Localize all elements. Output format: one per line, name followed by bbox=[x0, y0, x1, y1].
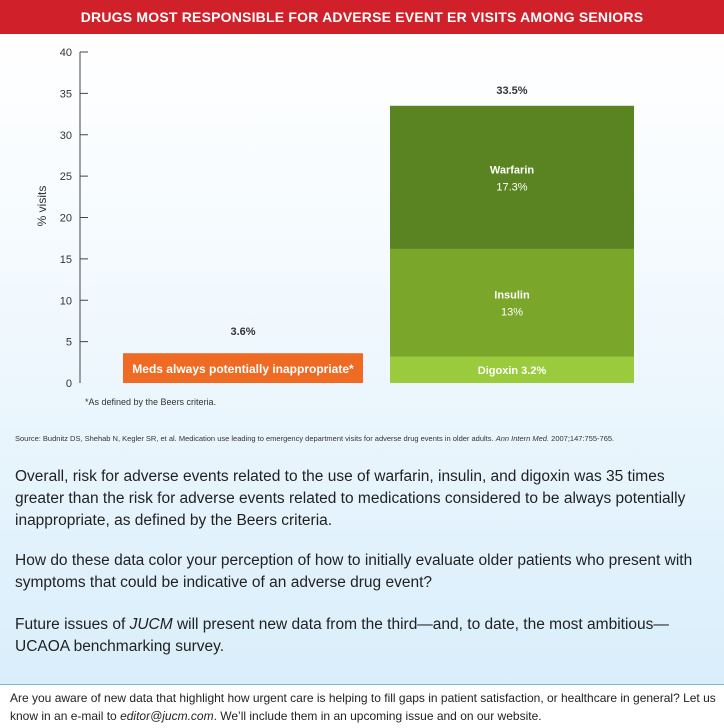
body-paragraph-2: How do these data color your perception of how to initially evaluate older patients who present with symptoms that could be indicative of an adverse drug event? bbox=[15, 552, 693, 591]
y-tick-label-35: 35 bbox=[59, 88, 72, 101]
footer-text bbox=[10, 689, 716, 725]
p3-journal-name: JUCM bbox=[129, 616, 173, 633]
segment-value-1-1: 13% bbox=[500, 306, 524, 319]
body-paragraph-3 bbox=[15, 614, 715, 658]
source-citation bbox=[15, 434, 715, 443]
y-tick-label-0: 0 bbox=[65, 378, 72, 390]
y-tick-label-20: 20 bbox=[59, 212, 72, 225]
source-ref: 2007;147:755-765. bbox=[551, 434, 615, 443]
y-tick-label-5: 5 bbox=[65, 336, 72, 349]
body-paragraph-1: Overall, risk for adverse events related to the use of warfarin, insulin, and digoxin was 35 times greater than the risk for adverse events related to medications considered to be always potentially inappropriate, as defined by the Beers criteria. bbox=[15, 468, 686, 529]
footer-callout bbox=[0, 684, 724, 728]
footer-email: editor@jucm.com bbox=[120, 709, 214, 723]
segment-value-1-2: 17.3% bbox=[496, 181, 528, 194]
chart-footnote: *As defined by the Beers criteria. bbox=[85, 397, 217, 407]
bar-1-segment-2 bbox=[390, 106, 634, 249]
footer-text-start: Are you aware of new data that highlight how urgent care is helping to fill gaps in patient satisfaction, or healthcare in general? Let us know in an e-mail to bbox=[10, 691, 716, 723]
y-tick-label-25: 25 bbox=[59, 171, 72, 184]
p3-text-start: Future issues of bbox=[15, 616, 130, 633]
source-journal: Ann Intern Med. bbox=[495, 434, 550, 443]
y-tick-label-15: 15 bbox=[59, 253, 72, 266]
segment-label-1-0: Digoxin 3.2% bbox=[477, 364, 547, 377]
chart-title: DRUGS MOST RESPONSIBLE FOR ADVERSE EVENT ER VISITS AMONG SENIORS bbox=[80, 9, 644, 25]
bar-chart bbox=[0, 34, 724, 429]
segment-name-1-2: Warfarin bbox=[489, 164, 535, 177]
bar-1-segment-1 bbox=[390, 249, 634, 357]
bar-total-label-1: 33.5% bbox=[496, 84, 528, 97]
p3-text-end: will present new data from the third—and, to date, the most ambitious—UCAOA benchmarking survey. bbox=[15, 616, 669, 655]
chart-header bbox=[0, 0, 724, 34]
y-tick-label-30: 30 bbox=[59, 129, 72, 142]
y-tick-label-10: 10 bbox=[59, 295, 72, 308]
y-axis-label: % visits bbox=[35, 185, 49, 227]
segment-name-1-1: Insulin bbox=[494, 289, 530, 302]
footer-text-end: . We’ll include them in an upcoming issue and on our website. bbox=[213, 709, 542, 723]
y-tick-label-40: 40 bbox=[59, 47, 72, 59]
bar-total-label-0: 3.6% bbox=[230, 326, 256, 339]
chart-panel bbox=[0, 34, 724, 684]
source-text: Source: Budnitz DS, Shehab N, Kegler SR, et al. Medication use leading to emergency department visits for adverse drug events in older adults. bbox=[15, 434, 494, 443]
segment-label-0-0: Meds always potentially inappropriate* bbox=[132, 362, 354, 377]
